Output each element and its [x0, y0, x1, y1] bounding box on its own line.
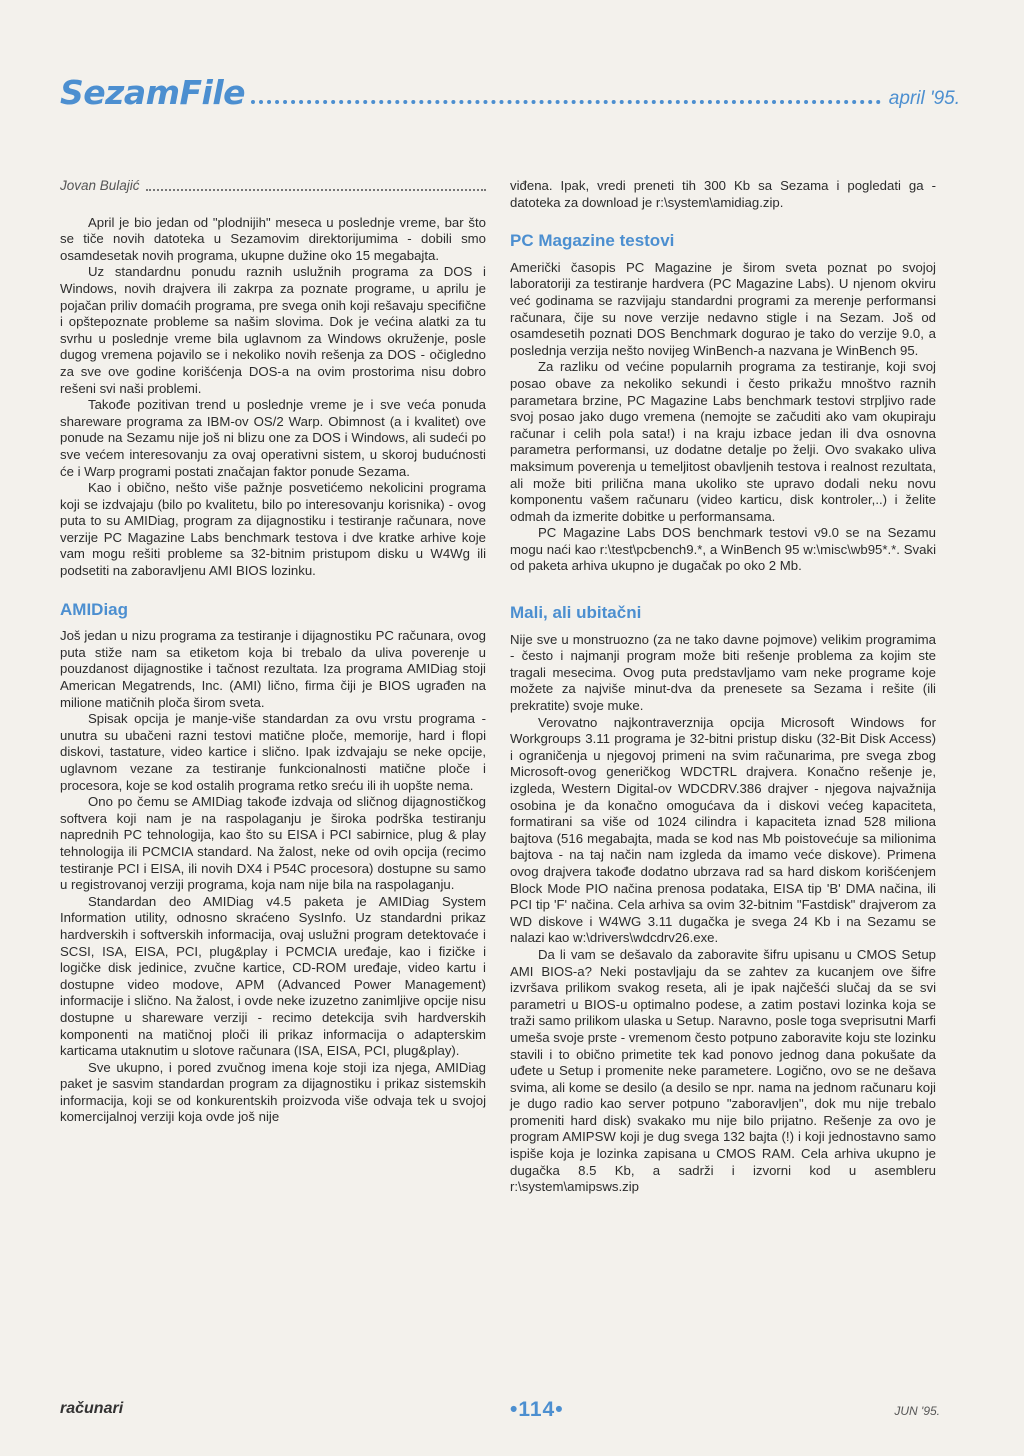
author-line: [60, 178, 486, 195]
author-name: Jovan Bulajić: [60, 178, 140, 193]
section-heading-mali: Mali, ali ubitačni: [510, 603, 642, 623]
header-dotted-rule: [251, 100, 881, 104]
page-header: [60, 72, 960, 112]
paragraph: Standardan deo AMIDiag v4.5 paketa je AMIDiag System Information utility, odnosno skraćeno SysInfo. Uz standardni prikaz hardverskih i softverskih informacija, ovaj uslužni program detektovaće i SCSI, ISA, EISA, PCI, plug&play i PCMCIA uređaje, kao i fizičke i logičke disk jedinice, zvučne kartice, CD-ROM uređaje, video kartu i dostupne video modove, APM (Advanced Power Management) informacije i slično. Na žalost, i ovde neke izuzetno zanimljive opcije nisu dostupne u shareware verziji - recimo detekcija svih hardverskih komponenti na matičnoj ploči ili prikaz informacija o adapterskim karticama utaknutim u slotove računara (ISA, EISA, PCI, plug&play).: [60, 893, 486, 1059]
paragraph: Kao i obično, nešto više pažnje posvetićemo nekolicini programa koji se izdvajaju (bilo po kvalitetu, bilo po interesovanju korisnika) - ovog puta to su AMIDiag, program za dijagnostiku i testiranje računara, nove verzije PC Magazine Labs benchmark testova i dve kratke arhive koje vam mogu rešiti probleme sa 32-bitnim pristupom disku u W4Wg ili podsetiti na zaboravljenu AMI BIOS lozinku.: [60, 480, 486, 579]
paragraph: Sve ukupno, i pored zvučnog imena koje stoji iza njega, AMIDiag paket je sasvim standardan program za dijagnostiku i prikaz sistemskih informacija, koji se od konkurentskih proizvoda više odvaja tek u svojoj komercijalnoj verziji koja ovde još nije: [60, 1059, 486, 1125]
paragraph: Uz standardnu ponudu raznih uslužnih programa za DOS i Windows, novih drajvera ili zakrpa za poznate programe, u aprilu je pojačan priliv domaćih programa, pre svega onih koji rešavaju specifične i opštepoznate probleme sa našim slovima. Dok je većina alatki za tu svrhu u poslednje vreme bila uglavnom za Windows okruženje, posle dugog vremena pojavilo se i nekoliko novih rešenja za DOS - očigledno za sve ove godine korišćenja DOS-a na ovim prostorima nisu dobro rešeni svi naši problemi.: [60, 264, 486, 396]
paragraph: Verovatno najkontraverznija opcija Microsoft Windows for Workgroups 3.11 programa je 32-bitni pristup disku (32-Bit Disk Access) i ograničenja u njegovoj primeni na svim računarima, pre svega zbog Microsoft-ovog generičkog WDCTRL drajvera. Konačno rešenje je, izgleda, Western Digital-ov WDCDRV.386 drajver - njegova najvažnija osobina je da konačno omogućava da i diskovi većeg kapaciteta, formatirani sa više od 1024 cilindra i kapaciteta iznad 528 miliona bajtova (516 megabajta, mada se kod nas Mb poistovećuje sa milionima bajtova - na taj način nam izgleda da imamo veće diskove). Primena ovog drajvera takođe dodatno ubrzava rad sa hard diskom korišćenjem Block Mode PIO načina prenosa podataka, EISA tip 'B' DMA načina, ili PCI tip 'F' načina. Cela arhiva sa ovim 32-bitnim "Fastdisk" drajverom za WD diskove i W4WG 3.11 dugačka je svega 24 Kb i na Sezamu se nalazi kao w:\drivers\wdcdrv26.exe.: [510, 714, 936, 946]
paragraph: Ono po čemu se AMIDiag takođe izdvaja od sličnog dijagnostičkog softvera koji nam je na raspolaganju je široka podrška testiranju naprednih PC tehnologija, kao što su EISA i PCI sabirnice, plug & play tehnologija ili PCMCIA standard. Na žalost, neke od ovih opcija (recimo testiranje PCI i EISA, ili novih DX4 i P54C procesora) dostupne su samo u registrovanoj verziji programa, koja nam nije bila na raspolaganju.: [60, 794, 486, 893]
right-column: [510, 178, 936, 1196]
left-column: [60, 178, 486, 1126]
section-heading-pc-magazine: PC Magazine testovi: [510, 231, 675, 251]
paragraph: Spisak opcija je manje-više standardan za ovu vrstu programa - unutra su ubačeni razni testovi matične ploče, memorije, hard i flopi diskovi, tastature, video kartice i slično. Ipak izdvajaju se neke opcije, uglavnom vezane za testiranje funkcionalnosti matične ploče i procesora, koje se kod ostalih programa retko sreću ili ih uopšte nema.: [60, 711, 486, 793]
paragraph: Da li vam se dešavalo da zaboravite šifru upisanu u CMOS Setup AMI BIOS-a? Neki postavljaju da se zahtev za kucanjem ove šifre izvršava prilikom svakog reseta, ali je ipak najčešći slučaj da se svi parametri u BIOS-u optimalno podese, a zatim postavi lozinka koja se traži samo prilikom ulaska u Setup. Naravno, posle toga sveprisutni Marfi umeša svoje prste - vremenom često potpuno zaboravite koju ste lozinku stavili i to obično primetite tek kad ponovo jednog dana pokušate da uđete u Setup i promenite neke parametere. Logično, ovo se ne dešava svima, ali kome se desilo (a desilo se npr. nama na jednom računaru koji je dugo radio kao server potpuno "zaboravljen", dok mu nije trebalo promeniti hard disk) svakako mu nije bilo prijatno. Rešenje za ovo je program AMIPSW koji je dug svega 132 bajta (!) i koji jednostavno samo ispiše koja je lozinka zapisana u CMOS RAM. Cela arhiva ukupno je dugačka 8.5 Kb, a sadrži i izvorni kod u asembleru r:\system\amipsws.zip: [510, 946, 936, 1195]
page-footer: [60, 1398, 940, 1428]
paragraph: April je bio jedan od "plodnijih" meseca u poslednje vreme, bar što se tiče novih datoteka u Sezamovim direktorijumima - dobili smo osamdesetak novih programa, ukupne dužine oko 15 megabajta.: [60, 214, 486, 263]
issue-month: JUN '95.: [894, 1404, 940, 1418]
paragraph: viđena. Ipak, vredi preneti tih 300 Kb sa Sezama i pogledati ga - datoteka za download je r:\system\amidiag.zip.: [510, 178, 936, 210]
paragraph: PC Magazine Labs DOS benchmark testovi v9.0 se na Sezamu mogu naći kao r:\test\pcbench9.*, a WinBench 95 w:\misc\wb95*.*. Svaki od paketa arhiva ukupno je dugačak po oko 2 Mb.: [510, 525, 936, 574]
paragraph: Još jedan u nizu programa za testiranje i dijagnostiku PC računara, ovog puta stiže nam sa etiketom koja bi trebalo da uliva poverenje u pouzdanost dijagnostike i tačnost rezultata. Iza programa AMIDiag stoji American Megatrends, Inc. (AMI) lično, firma čiji je BIOS ugrađen na milione matičnih ploča širom sveta.: [60, 628, 486, 710]
magazine-name: računari: [60, 1400, 124, 1417]
paragraph: Za razliku od većine popularnih programa za testiranje, koji svoj posao obave za nekoliko sekundi i često prikažu mnoštvo raznih parametara brzine, PC Magazine Labs benchmark testovi strpljivo rade svoj posao jako dugo vremena (nemojte se začuditi ako vam okupiraju računar i celih pola sata!) i na kraju izbace jedan ili dva osnovna parametra performansi, uz dodatne detalje po želji. Ovo svakako uliva maksimum poverenja u temeljitost obavljenih testova i realnost rezultata, ali može biti prilična mana ukoliko ste upravo dodali neku novu komponentu vašem računaru (video karticu, disk kontroler,..) i želite odmah da izmerite dobitke u performansama.: [510, 359, 936, 524]
author-dotted-rule: [146, 189, 486, 191]
issue-label: april '95.: [888, 88, 960, 109]
paragraph: Takođe pozitivan trend u poslednje vreme je i sve veća ponuda shareware programa za IBM-ov OS/2 Warp. Obimnost (a i kvalitet) ove ponude na Sezamu nije još ni blizu one za DOS i Windows, ali sudeći po sve većem interesovanju za ovaj operativni sistem, u skoroj budućnosti će i Warp programi postati značajan faktor ponude Sezama.: [60, 397, 486, 479]
section-heading-amidiag: AMIDiag: [60, 599, 128, 619]
paragraph: Nije sve u monstruozno (za ne tako davne pojmove) velikim programima - često i najmanji program može biti rešenje problema za kojim ste tragali mesecima. Ovog puta predstavljamo vam neke programe koje možete za najviše minut-dva da prenesete sa Sezama i rešite (ili prekratite) svoje muke.: [510, 631, 936, 714]
paragraph: Američki časopis PC Magazine je širom sveta poznat po svojoj laboratoriji za testiranje hardvera (PC Magazine Labs). U njenom okviru već godinama se razvijaju standardni programi za merenje performansi računara, čije su nove verzije nedavno stigle i na Sezam. Još od osamdesetih poznati DOS Benchmark dogurao je tako do verzije 9.0, a poslednja verzija nešto novijeg WinBench-a nazvana je WinBench 95.: [510, 259, 936, 358]
page-number: •114•: [510, 1398, 564, 1421]
section-logo: SezamFile: [60, 73, 246, 112]
